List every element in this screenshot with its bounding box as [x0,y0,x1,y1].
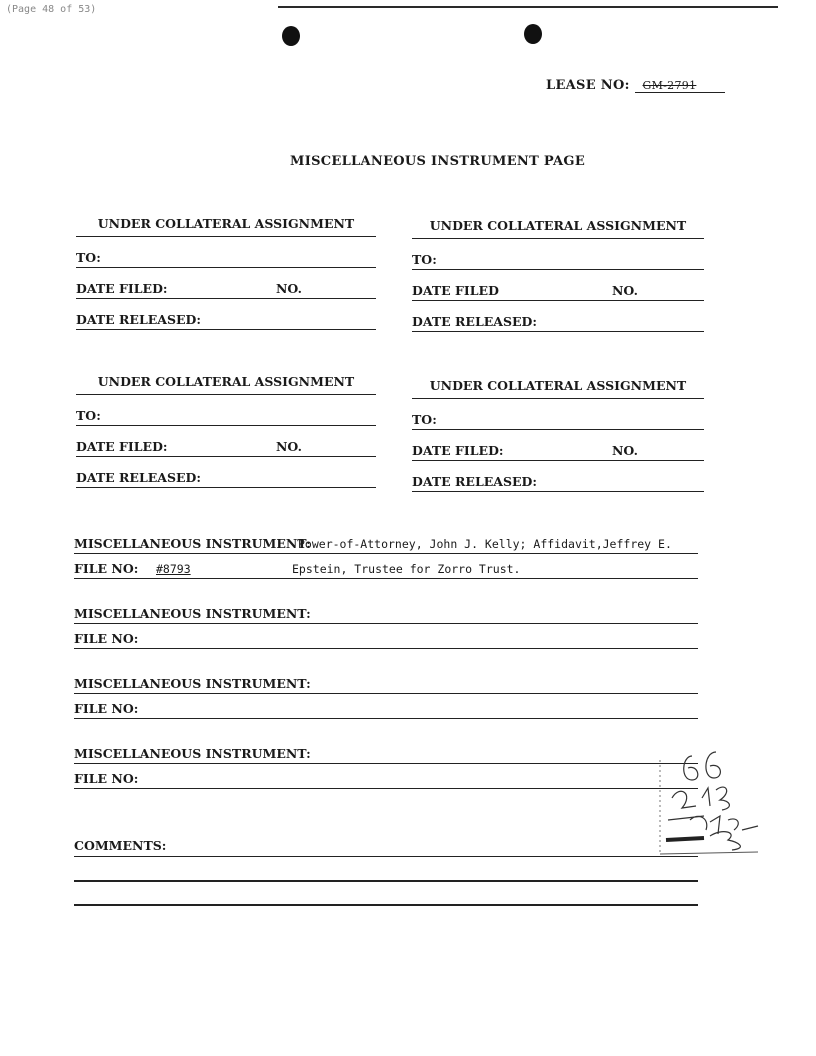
file-no-continuation: Epstein, Trustee for Zorro Trust. [292,562,521,576]
date-filed-label: DATE FILED: [76,439,168,454]
misc-instrument-label: MISCELLANEOUS INSTRUMENT: [74,606,311,621]
lease-number-label: LEASE NO: [546,78,630,93]
file-no-label: FILE NO: [74,771,139,786]
assignment-date-filed-row [76,426,376,457]
assignment-date-released-row [412,301,704,332]
assignment-to-row [412,399,704,430]
assignment-date-filed-row [76,268,376,299]
assignment-to-row [412,239,704,270]
file-no-label: FILE NO: [74,701,139,716]
punch-hole-left [282,26,300,46]
no-label: NO. [612,443,638,458]
misc-instrument-3 [74,670,698,719]
assignment-date-released-row [412,461,704,492]
assignment-box-4 [412,378,704,492]
misc-instrument-row [74,740,698,764]
assignment-heading: UNDER COLLATERAL ASSIGNMENT [412,378,704,399]
date-released-label: DATE RELEASED: [412,474,537,489]
misc-instrument-row [74,600,698,624]
assignment-box-2 [412,218,704,332]
assignment-to-row [76,395,376,426]
misc-instrument-label: MISCELLANEOUS INSTRUMENT: [74,746,311,761]
date-released-label: DATE RELEASED: [412,314,537,329]
date-released-label: DATE RELEASED: [76,312,201,327]
assignment-heading: UNDER COLLATERAL ASSIGNMENT [412,218,704,239]
top-rule [278,6,778,8]
file-no-row [74,764,698,789]
comments-label: COMMENTS: [74,838,167,853]
file-no-row [74,554,698,579]
assignment-heading: UNDER COLLATERAL ASSIGNMENT [76,216,376,237]
date-filed-label: DATE FILED [412,283,499,298]
comments-line [74,880,698,882]
date-released-label: DATE RELEASED: [76,470,201,485]
assignment-box-1 [76,216,376,330]
comments-line [74,904,698,906]
lease-number-value: GM-2791 [635,79,725,93]
no-label: NO. [612,283,638,298]
assignment-to-row [76,237,376,268]
to-label: TO: [76,250,101,265]
punch-hole-right [524,24,542,44]
assignment-date-released-row [76,457,376,488]
misc-instrument-label: MISCELLANEOUS INSTRUMENT: [74,536,311,551]
to-label: TO: [412,252,437,267]
file-no-row [74,624,698,649]
misc-instrument-2 [74,600,698,649]
to-label: TO: [76,408,101,423]
misc-instrument-1 [74,530,698,579]
lease-number [546,78,725,93]
assignment-date-filed-row [412,270,704,301]
assignment-date-released-row [76,299,376,330]
comments-row [74,838,698,857]
misc-instrument-row [74,530,698,554]
assignment-heading: UNDER COLLATERAL ASSIGNMENT [76,374,376,395]
no-label: NO. [276,281,302,296]
file-no-label: FILE NO: [74,631,139,646]
file-no-row [74,694,698,719]
file-no-label: FILE NO: [74,561,139,576]
to-label: TO: [412,412,437,427]
misc-instrument-label: MISCELLANEOUS INSTRUMENT: [74,676,311,691]
misc-instrument-4 [74,740,698,789]
misc-instrument-row [74,670,698,694]
page-title: MISCELLANEOUS INSTRUMENT PAGE [290,154,586,169]
assignment-box-3 [76,374,376,488]
date-filed-label: DATE FILED: [76,281,168,296]
date-filed-label: DATE FILED: [412,443,504,458]
page-label: (Page 48 of 53) [6,4,97,15]
file-no-value: #8793 [156,562,191,576]
assignment-date-filed-row [412,430,704,461]
handwritten-stamp [646,746,762,858]
misc-instrument-value: Power-of-Attorney, John J. Kelly; Affidavit,Jeffrey E. [298,537,672,551]
no-label: NO. [276,439,302,454]
